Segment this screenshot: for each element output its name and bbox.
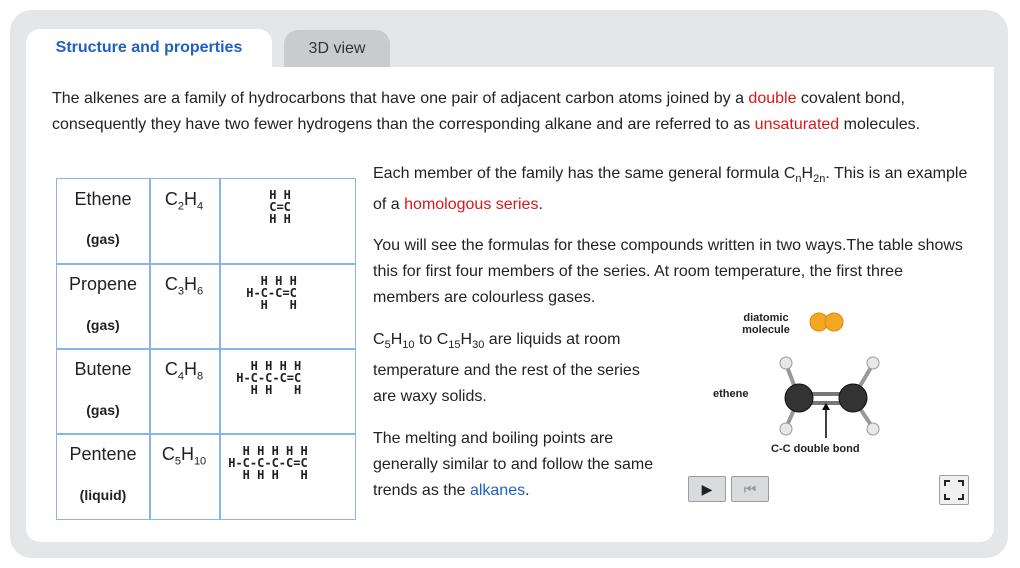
row-ethene-state: (gas) [86, 231, 120, 247]
play-button[interactable]: ▶ [688, 476, 726, 502]
link-unsaturated[interactable]: unsaturated [754, 116, 840, 133]
para-melting-boiling: The melting and boiling points are generally similar to and follow the same trends as the alkanes. [373, 430, 654, 499]
hydrogen-atom-3 [867, 357, 879, 369]
row-pentene-name: Pentene [69, 444, 137, 464]
alkene-table [56, 178, 356, 520]
link-alkanes[interactable]: alkanes [469, 482, 526, 499]
carbon-atom-2 [839, 384, 867, 412]
ethene-animation [683, 300, 973, 510]
hydrogen-atom-4 [867, 423, 879, 435]
tab-structure-and-properties[interactable]: Structure and properties [26, 29, 272, 67]
link-double[interactable]: double [748, 90, 797, 107]
row-propene-structure: H H H H-C-C=C H H [246, 274, 297, 312]
row-butene-state: (gas) [86, 402, 120, 418]
rewind-button[interactable]: ⏮ [731, 476, 769, 502]
row-ethene-structure: H H C=C H H [269, 188, 291, 226]
row-propene-formula: $C_3H_6$ [164, 274, 204, 298]
hydrogen-atom-1 [780, 357, 792, 369]
tab-3d-view[interactable]: 3D view [284, 30, 390, 67]
intro-text-2: covalent bond, consequently they have two fewer hydrogens than the corresponding alkane and are referred to as [52, 90, 905, 133]
para-general-formula: Each member of the family has the same general formula $C_nH_{2n}$. This is an example of a homologous series. [373, 165, 968, 214]
hydrogen-atom-2 [780, 423, 792, 435]
row-pentene-state: (liquid) [79, 487, 127, 503]
double-bond-label: C-C double bond [771, 443, 860, 455]
row-pentene-formula: $C_5H_{10}$ [161, 444, 207, 468]
row-pentene-structure: H H H H H H-C-C-C-C=C H H H H [228, 444, 308, 482]
row-propene-state: (gas) [86, 317, 120, 333]
row-butene-structure: H H H H H-C-C-C=C H H H [236, 359, 302, 397]
diatomic-label: diatomic molecule [742, 312, 790, 336]
fullscreen-icon [944, 480, 964, 500]
row-ethene-formula: $C_2H_4$ [164, 189, 204, 213]
para-liquids: $C_5H_{10}$ to $C_{15}H_{30}$ are liquids at room temperature and the rest of the series are waxy solids. [373, 331, 640, 406]
diatomic-atom-2 [825, 313, 843, 331]
intro-text-3: molecules. [839, 116, 921, 133]
row-ethene-name: Ethene [74, 189, 132, 209]
intro-text-1: The alkenes are a family of hydrocarbons that have one pair of adjacent carbon atoms joined by a [52, 90, 749, 107]
carbon-atom-1 [785, 384, 813, 412]
link-homologous-series[interactable]: homologous series [404, 196, 539, 214]
fullscreen-button[interactable] [939, 475, 969, 505]
ethene-label: ethene [713, 388, 749, 400]
row-propene-name: Propene [68, 274, 138, 294]
para-two-ways: You will see the formulas for these compounds written in two ways.The table shows this for first four members of the series. At room temperature, the first three members are colourless gases. [373, 237, 963, 306]
row-butene-name: Butene [74, 359, 132, 379]
intro-paragraph [52, 86, 972, 138]
row-butene-formula: $C_4H_8$ [164, 359, 204, 383]
